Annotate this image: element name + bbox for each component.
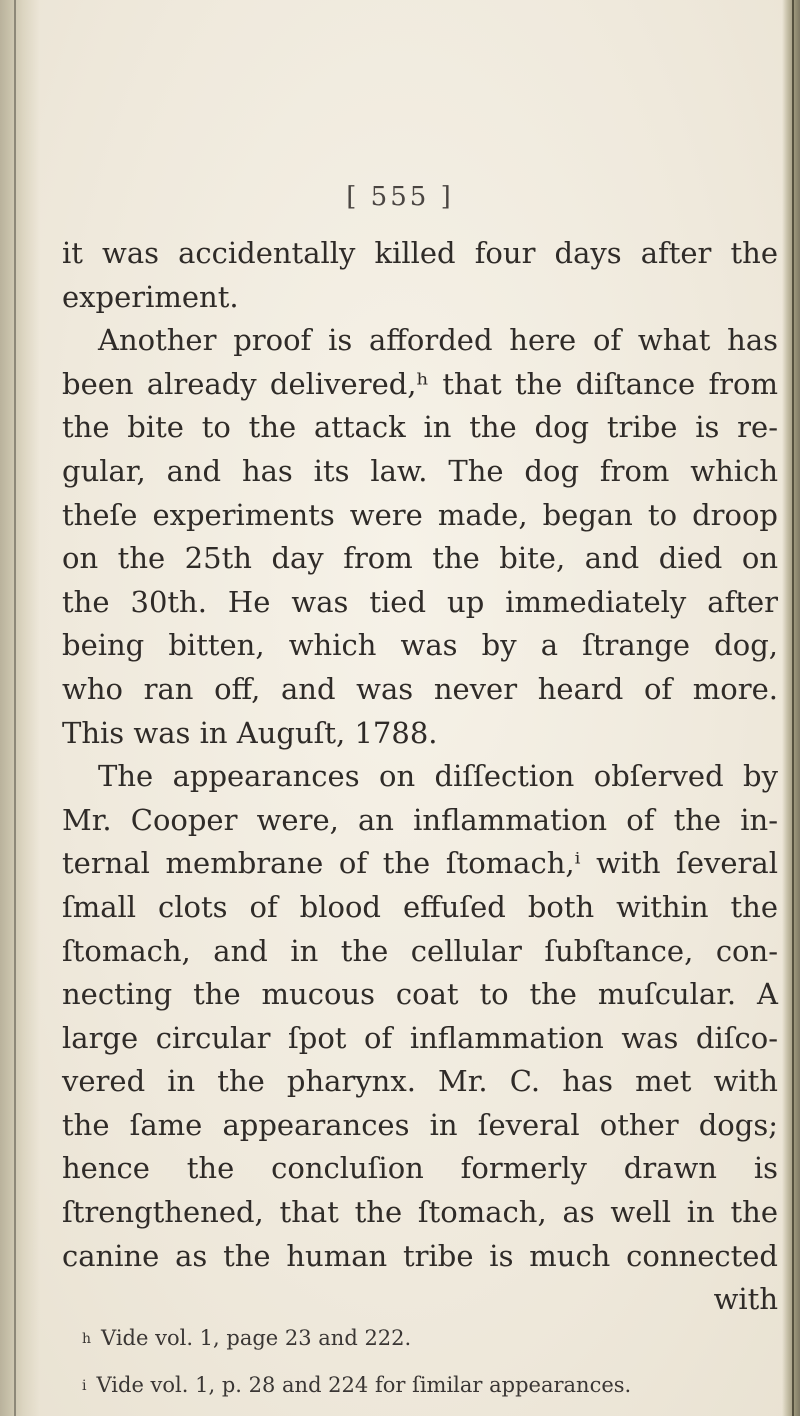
footnote-text: Vide vol. 1, page 23 and 222. bbox=[101, 1326, 412, 1350]
footnote bbox=[82, 1362, 782, 1409]
text-line: Another proof is afforded here of what has bbox=[98, 323, 778, 358]
text-line: the bite to the attack in the dog tribe is re- bbox=[62, 410, 778, 445]
text-line: Mr. Cooper were, an inflammation of the in- bbox=[62, 802, 778, 837]
text-line: ternal membrane of the ſtomach,ⁱ with ſeveral bbox=[62, 846, 778, 881]
text-line: being bitten, which was by a ſtrange dog, bbox=[62, 628, 778, 663]
text-line: necting the mucous coat to the muſcular. A bbox=[62, 977, 778, 1012]
body-text bbox=[62, 232, 778, 1322]
footnote-mark: h bbox=[82, 1331, 92, 1347]
catchword: with bbox=[713, 1282, 778, 1317]
text-line: been already delivered,ʰ that the diſtance from bbox=[62, 366, 778, 401]
footnotes bbox=[82, 1315, 782, 1409]
text-line: ſtomach, and in the cellular ſubſtance, con- bbox=[62, 933, 778, 968]
footnote-mark: i bbox=[82, 1378, 87, 1394]
text-line: experiment. bbox=[62, 279, 239, 314]
page-binding-edge-right bbox=[792, 0, 794, 1416]
text-line: theſe experiments were made, began to droop bbox=[62, 497, 778, 532]
text-line: hence the concluſion formerly drawn is bbox=[62, 1151, 778, 1186]
text-line: it was accidentally killed four days after the bbox=[62, 236, 778, 270]
text-line: the ſame appearances in ſeveral other dogs; bbox=[62, 1107, 778, 1142]
text-line: ſmall clots of blood effuſed both within the bbox=[62, 889, 778, 924]
text-line: on the 25th day from the bite, and died on bbox=[62, 541, 778, 576]
footnote bbox=[82, 1315, 782, 1362]
text-line: gular, and has its law. The dog from which bbox=[62, 453, 778, 488]
text-line: canine as the human tribe is much connected bbox=[62, 1238, 778, 1273]
footnote-text: Vide vol. 1, p. 28 and 224 for ſimilar appearances. bbox=[96, 1373, 632, 1397]
page-binding-edge-left bbox=[14, 0, 16, 1416]
page-number-header: [ 555 ] bbox=[346, 182, 454, 212]
text-line: large circular ſpot of inflammation was diſco- bbox=[62, 1020, 778, 1055]
text-line: This was in Auguſt, 1788. bbox=[62, 715, 438, 750]
text-line: the 30th. He was tied up immediately after bbox=[62, 584, 778, 619]
page-binding-shadow-left bbox=[0, 0, 40, 1416]
text-line: who ran off, and was never heard of more. bbox=[62, 671, 778, 706]
text-line: The appearances on diſſection obſerved by bbox=[98, 759, 778, 794]
text-line: ſtrengthened, that the ſtomach, as well in the bbox=[62, 1195, 778, 1230]
text-line: vered in the pharynx. Mr. C. has met with bbox=[62, 1064, 778, 1099]
page-binding-shadow-right bbox=[782, 0, 800, 1416]
